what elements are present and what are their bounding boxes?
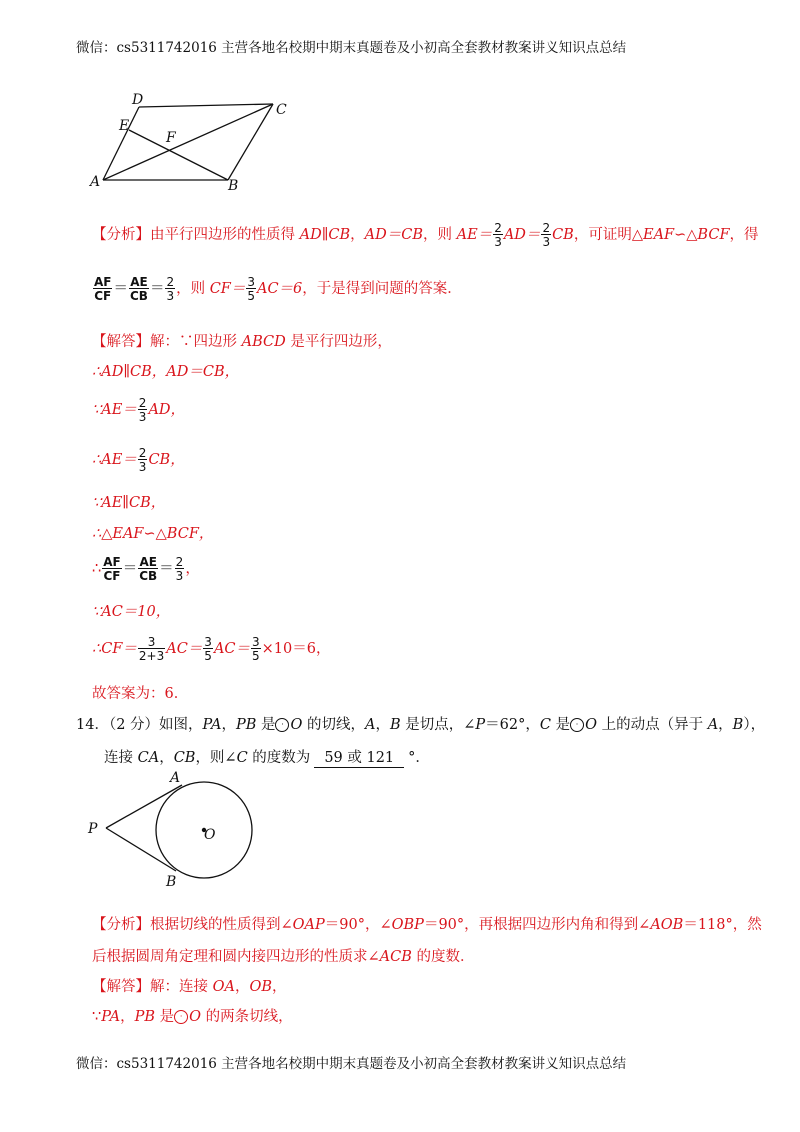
math: ∴AD∥CB，AD＝CB， bbox=[92, 364, 240, 380]
math: AC＝ bbox=[166, 641, 203, 657]
label-b: B bbox=[228, 178, 239, 194]
solution-tag: 【解答】 bbox=[92, 979, 150, 995]
circle-symbol: · bbox=[275, 718, 289, 732]
text: 根据切线的性质得到∠ bbox=[150, 917, 293, 933]
circle-tangent-figure bbox=[86, 768, 266, 892]
text: ∵ bbox=[92, 1009, 102, 1025]
numerator: 2 bbox=[494, 221, 502, 235]
denominator: 5 bbox=[252, 649, 260, 663]
text: ＝ bbox=[113, 281, 128, 297]
denominator: 5 bbox=[204, 649, 212, 663]
math: ∵AC＝10， bbox=[92, 604, 171, 620]
solution1-line7 bbox=[92, 556, 200, 582]
text: 后根据圆周角定理和圆内接四边形的性质求∠ bbox=[92, 949, 380, 965]
text: 故答案为：6． bbox=[92, 686, 189, 702]
math: PA bbox=[101, 1009, 121, 1025]
answer-blank: 59 或 121 bbox=[314, 746, 404, 768]
text: ， bbox=[120, 1009, 135, 1025]
math: AOB bbox=[650, 917, 684, 933]
text: （2 分）如图， bbox=[108, 717, 203, 733]
denominator: CF bbox=[103, 569, 121, 583]
math: C bbox=[236, 750, 248, 766]
solution1-line6 bbox=[92, 522, 213, 543]
text: 是切点，∠ bbox=[400, 717, 476, 733]
text: 是平行四边形， bbox=[285, 334, 392, 350]
page-header: 微信：cs5311742016 主营各地名校期中期末真题卷及小初高全套教材教案讲义知识点总结 bbox=[76, 40, 627, 56]
math: ∴AE＝ bbox=[92, 452, 137, 468]
numerator: 2 bbox=[542, 221, 551, 235]
denominator: CB bbox=[129, 289, 148, 303]
math: OBP bbox=[391, 917, 424, 933]
solution1-line10 bbox=[92, 682, 188, 703]
math: PB bbox=[235, 717, 257, 733]
analysis2-line2 bbox=[92, 945, 475, 966]
fraction bbox=[203, 636, 213, 662]
text: ， bbox=[234, 979, 250, 995]
denominator: CB bbox=[139, 569, 158, 583]
fraction bbox=[165, 276, 175, 302]
text: ）， bbox=[743, 717, 766, 733]
math: CB bbox=[552, 227, 574, 243]
math: O bbox=[290, 717, 303, 733]
text: ＝90°，∠ bbox=[324, 917, 392, 933]
solution-tag: 【解答】 bbox=[92, 334, 150, 350]
label-a: A bbox=[90, 174, 101, 190]
text: ×10＝6， bbox=[261, 641, 331, 657]
fraction bbox=[102, 556, 121, 582]
text: 解：连接 bbox=[150, 979, 213, 995]
text: 上的动点（异于 bbox=[596, 717, 708, 733]
math: AC＝6 bbox=[256, 281, 303, 297]
math: CB， bbox=[148, 452, 185, 468]
label-a: A bbox=[170, 770, 181, 786]
text: 解：∵四边形 bbox=[150, 334, 242, 350]
math: CA bbox=[137, 750, 160, 766]
denominator: 3 bbox=[138, 460, 147, 474]
label-f: F bbox=[166, 130, 176, 146]
math: C bbox=[539, 717, 551, 733]
text: 连接 bbox=[104, 750, 138, 766]
solution1-line4 bbox=[92, 447, 185, 473]
tangent-pa bbox=[106, 785, 182, 828]
math: OB bbox=[249, 979, 273, 995]
segment-eb bbox=[129, 130, 228, 180]
text: ＝ bbox=[159, 561, 174, 577]
circle-symbol: · bbox=[570, 718, 584, 732]
math: ACB bbox=[379, 949, 412, 965]
numerator: 2 bbox=[166, 275, 175, 289]
numerator: 3 bbox=[247, 275, 255, 289]
segment-cb bbox=[228, 104, 273, 180]
numerator: AE bbox=[139, 555, 157, 569]
text: 由平行四边形的性质得 bbox=[150, 227, 300, 243]
fraction bbox=[138, 636, 165, 662]
math: A bbox=[707, 717, 719, 733]
math: CF＝ bbox=[209, 281, 246, 297]
denominator: 3 bbox=[175, 569, 184, 583]
math: AE＝ bbox=[456, 227, 493, 243]
segment-dc bbox=[139, 104, 273, 107]
solution2-line1 bbox=[92, 975, 287, 996]
math: B bbox=[732, 717, 744, 733]
math: BCF bbox=[697, 227, 730, 243]
text: 是 bbox=[256, 717, 276, 733]
label-b: B bbox=[166, 874, 177, 890]
text: ＝ bbox=[122, 561, 138, 577]
numerator: AF bbox=[103, 555, 121, 569]
math: ∴CF＝ bbox=[92, 641, 137, 657]
circle-symbol: · bbox=[174, 1010, 188, 1024]
math: AD＝CB bbox=[364, 227, 424, 243]
solution1-line1 bbox=[92, 330, 392, 351]
math: P bbox=[475, 717, 486, 733]
text: ＝62°， bbox=[485, 717, 540, 733]
text: 的切线， bbox=[302, 717, 365, 733]
fraction bbox=[246, 276, 256, 302]
text: ，则 bbox=[176, 281, 210, 297]
text: 是 bbox=[155, 1009, 175, 1025]
math: PA bbox=[202, 717, 222, 733]
numerator: AE bbox=[130, 275, 148, 289]
text: ，得 bbox=[729, 227, 759, 243]
fraction bbox=[175, 556, 185, 582]
text: ，则∠ bbox=[195, 750, 237, 766]
analysis1-line2 bbox=[92, 276, 462, 302]
label-e: E bbox=[119, 118, 130, 134]
text: °． bbox=[408, 750, 430, 766]
text: ，于是得到问题的答案． bbox=[302, 281, 462, 297]
segment-ac bbox=[103, 104, 273, 180]
text: ∴ bbox=[92, 561, 102, 577]
text: ， bbox=[375, 717, 390, 733]
label-c: C bbox=[276, 102, 287, 118]
page-footer: 微信：cs5311742016 主营各地名校期中期末真题卷及小初高全套教材教案讲义知识点总结 bbox=[76, 1056, 627, 1072]
text: ，可证明△ bbox=[573, 227, 643, 243]
math: O bbox=[585, 717, 597, 733]
fraction bbox=[138, 397, 148, 423]
fraction bbox=[138, 447, 148, 473]
math: AD∥CB bbox=[299, 227, 351, 243]
solution1-line3 bbox=[92, 397, 185, 423]
math: ABCD bbox=[241, 334, 286, 350]
text: 的度数． bbox=[411, 949, 475, 965]
fraction bbox=[129, 276, 149, 302]
text: ＝ bbox=[149, 281, 165, 297]
text: 的两条切线， bbox=[201, 1009, 293, 1025]
fraction bbox=[251, 636, 261, 662]
text: ， bbox=[718, 717, 733, 733]
text: ，则 bbox=[423, 227, 457, 243]
math: OAP bbox=[292, 917, 325, 933]
math: ∵AE∥CB， bbox=[92, 495, 166, 511]
text: 的度数为 bbox=[247, 750, 311, 766]
denominator: 3 bbox=[542, 235, 551, 249]
math: B bbox=[389, 717, 401, 733]
solution1-line8 bbox=[92, 600, 170, 621]
solution1-line9 bbox=[92, 636, 330, 662]
math: ∴△EAF∽△BCF， bbox=[92, 526, 214, 542]
analysis2-line1 bbox=[92, 913, 762, 934]
denominator: 3 bbox=[494, 235, 502, 249]
fraction bbox=[93, 276, 112, 302]
numerator: 2 bbox=[138, 446, 147, 460]
text: ＝90°，再根据四边形内角和得到∠ bbox=[423, 917, 651, 933]
math: AC＝ bbox=[213, 641, 251, 657]
math: AD＝ bbox=[503, 227, 541, 243]
math: AD， bbox=[148, 402, 186, 418]
question-number: 14． bbox=[76, 717, 109, 733]
math: OA bbox=[212, 979, 235, 995]
fraction bbox=[541, 222, 551, 248]
analysis-tag: 【分析】 bbox=[92, 227, 150, 243]
numerator: 2 bbox=[138, 396, 147, 410]
denominator: 5 bbox=[247, 289, 255, 303]
math: PB bbox=[134, 1009, 156, 1025]
question-14-line1 bbox=[76, 713, 765, 734]
numerator: 3 bbox=[204, 635, 212, 649]
denominator: 2+3 bbox=[138, 649, 165, 663]
math: A bbox=[364, 717, 376, 733]
text: ＝118°，然 bbox=[683, 917, 762, 933]
math: CB bbox=[173, 750, 196, 766]
denominator: CF bbox=[94, 289, 112, 303]
text: 是 bbox=[550, 717, 571, 733]
text: ， bbox=[350, 227, 365, 243]
label-o: O bbox=[204, 827, 216, 843]
math: O bbox=[189, 1009, 202, 1025]
fraction bbox=[138, 556, 158, 582]
solution2-line2 bbox=[92, 1005, 293, 1026]
text: ， bbox=[221, 717, 236, 733]
numerator: 2 bbox=[175, 555, 184, 569]
math: EAF bbox=[642, 227, 675, 243]
label-p: P bbox=[88, 821, 98, 837]
numerator: 3 bbox=[147, 635, 156, 649]
solution1-line5 bbox=[92, 491, 165, 512]
question-14-line2 bbox=[104, 746, 430, 768]
text: ∽△ bbox=[674, 227, 698, 243]
text: ， bbox=[272, 979, 287, 995]
text: ， bbox=[159, 750, 174, 766]
tangent-pb bbox=[106, 828, 176, 871]
text: ， bbox=[185, 561, 200, 577]
math: ∵AE＝ bbox=[92, 402, 137, 418]
denominator: 3 bbox=[138, 410, 147, 424]
numerator: AF bbox=[94, 275, 112, 289]
fraction bbox=[493, 222, 503, 248]
numerator: 3 bbox=[252, 635, 260, 649]
label-d: D bbox=[132, 92, 144, 108]
denominator: 3 bbox=[166, 289, 175, 303]
solution1-line2 bbox=[92, 360, 239, 381]
analysis1-line1 bbox=[92, 222, 759, 248]
analysis-tag: 【分析】 bbox=[92, 917, 150, 933]
parallelogram-figure bbox=[88, 90, 298, 194]
